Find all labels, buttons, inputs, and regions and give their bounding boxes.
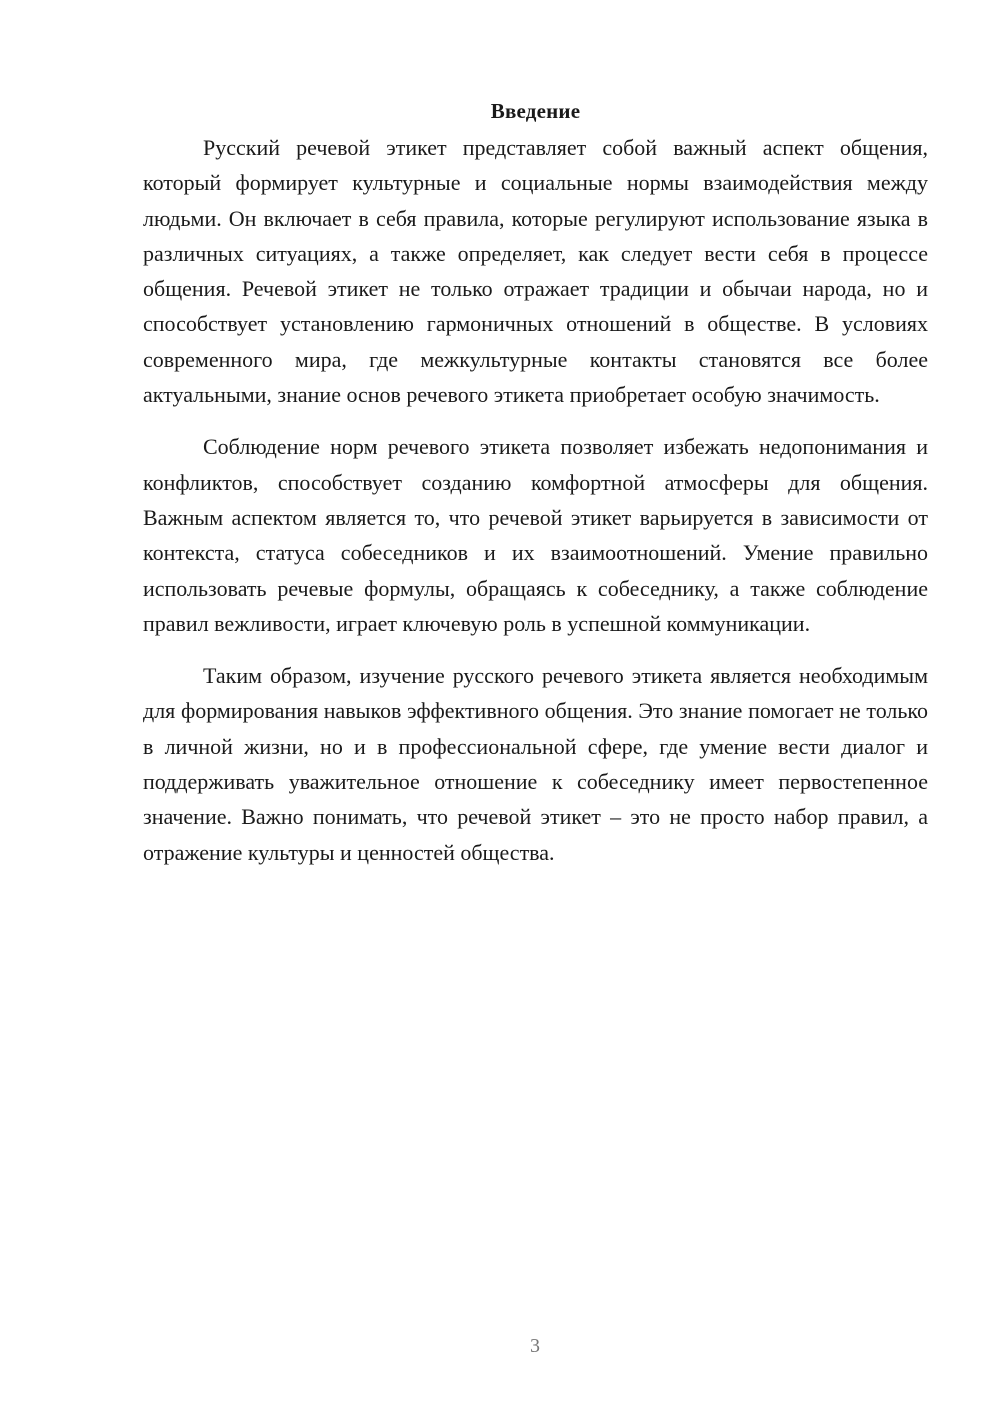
page-number: 3 [530, 1335, 540, 1357]
paragraph-1: Русский речевой этикет представляет собой важный аспект общения, который формирует культурные и социальные нормы взаимодействия между людьми. Он включает в себя правила, которые регулируют использование языка в различных ситуациях, а также определяет, как следует вести себя в процессе общения. Речевой этикет не только отражает традиции и обычаи народа, но и способствует установлению гармоничных отношений в обществе. В условиях современного мира, где межкультурные контакты становятся все более актуальными, знание основ речевого этикета приобретает особую значимость. [143, 135, 928, 408]
paragraph-3: Таким образом, изучение русского речевого этикета является необходимым для формирования навыков эффективного общения. Это знание помогает не только в личной жизни, но и в профессиональной сфере, где умение вести диалог и поддерживать уважительное отношение к собеседнику имеет первостепенное значение. Важно понимать, что речевой этикет – это не просто набор правил, а отражение культуры и ценностей общества. [143, 663, 928, 865]
paragraph-2: Соблюдение норм речевого этикета позволяет избежать недопонимания и конфликтов, способствует созданию комфортной атмосферы для общения. Важным аспектом является то, что речевой этикет варьируется в зависимости от контекста, статуса собеседников и их взаимоотношений. Умение правильно использовать речевые формулы, обращаясь к собеседнику, а также соблюдение правил вежливости, играет ключевую роль в успешной коммуникации. [143, 434, 928, 636]
section-heading: Введение [490, 99, 581, 123]
page-body [143, 96, 928, 887]
